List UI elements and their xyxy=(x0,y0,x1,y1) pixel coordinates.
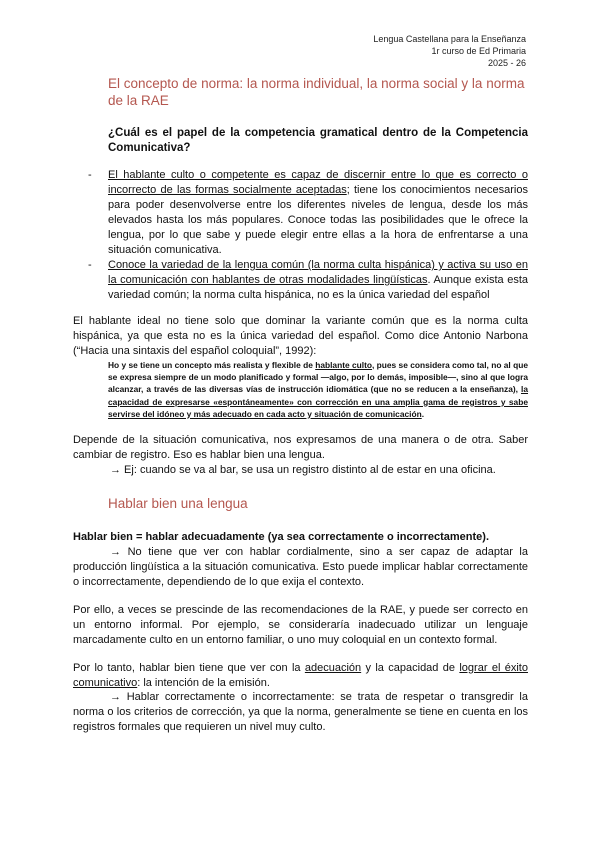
bullet-dash: - xyxy=(88,169,92,181)
list-item xyxy=(88,168,528,258)
example-text: → Ej: cuando se va al bar, se usa un registro distinto al de estar en una oficina. xyxy=(110,464,496,476)
paragraph-text: Por lo tanto, hablar bien tiene que ver con la xyxy=(73,662,305,674)
paragraph-text: : la intención de la emisión. xyxy=(137,677,270,689)
section-question: ¿Cuál es el papel de la competencia gramatical dentro de la Competencia Comunicativa? xyxy=(108,127,528,154)
underlined-text: lograr el éxito comunicativo xyxy=(73,662,528,689)
bullet-text: . Aunque exista esta variedad común; la norma culta hispánica, no es la única variedad del español xyxy=(108,274,528,301)
header-course-name: Lengua Castellana para la Enseñanza xyxy=(373,34,526,44)
paragraph-situacion xyxy=(73,433,528,478)
paragraph-hablante-ideal: El hablante ideal no tiene solo que dominar la variante común que es la norma culta hispánica, ya que esta no es la única variedad del español. Como dice Antonio Narbona (“Hacia una sintaxis del español coloquial”, 1992): xyxy=(73,315,528,357)
header-course-level: 1r curso de Ed Primaria xyxy=(431,46,526,56)
quote-text: , pues se considera como tal, no al que se expresa siempre de un modo planificado y formal —algo, por lo demás, imposible—, sino al que logra alcanzar, a través de las diversas vías de instrucción idiomática (que no se reducen a la enseñanza), xyxy=(108,360,528,395)
lead-statement: Hablar bien = hablar adecuadamente (ya sea correctamente o incorrectamente). xyxy=(73,531,490,543)
paragraph-text: Depende de la situación comunicativa, nos expresamos de una manera o de otra. Saber cambiar de registro. Eso es hablar bien una lengua. xyxy=(73,434,528,461)
list-item xyxy=(88,258,528,303)
bullet-dash: - xyxy=(88,259,92,271)
paragraph-correccion: → Hablar correctamente o incorrectamente: se trata de respetar o transgredir la norma o los criterios de corrección, ya que la norma, generalmente se tiene en cuenta en los registros formales que requieren un nivel muy culto. xyxy=(73,691,528,733)
bullet-text: ; tiene los conocimientos necesarios para poder desenvolverse entre los diferentes niveles de lengua, desde los más elevados hasta los más populares. Conoce todas las posibilidades que le ofrece la lengua, por lo que sabe y puede elegir entre ellas a la hora de enfrentarse a una situación comunicativa. xyxy=(108,184,528,256)
underlined-text: El hablante culto o competente es capaz de discernir entre lo que es correcto o incorrecto de las formas socialmente aceptadas xyxy=(108,169,528,196)
bullet-list xyxy=(88,168,528,303)
paragraph-rae: Por ello, a veces se prescinde de las recomendaciones de la RAE, y puede ser correcto en un entorno informal. Por ejemplo, se consideraría inadecuado utilizar un lenguaje marcadamente culto en un entorno familiar, o uno muy coloquial en un contexto formal. xyxy=(73,604,528,646)
quote-underlined-text: hablante culto xyxy=(315,360,372,370)
underlined-text: Conoce la variedad de la lengua común (la norma culta hispánica) y activa su uso en la comunicación con hablantes de otras modalidades lingüísticas xyxy=(108,259,528,286)
quote-underlined-text: la capacidad de expresarse «espontáneamente» con corrección en una amplia gama de registros y sabe servirse del idóneo y más adecuado en cada acto y situación de comunicación xyxy=(108,384,528,419)
section-title-norma: El concepto de norma: la norma individual, la norma social y la norma de la RAE xyxy=(108,76,525,108)
quote-text: . xyxy=(421,408,425,419)
section-title-hablar-bien: Hablar bien una lengua xyxy=(108,496,248,511)
page-header xyxy=(373,33,526,69)
underlined-text: adecuación xyxy=(304,662,362,674)
paragraph-adaptar: → No tiene que ver con hablar cordialmente, sino a ser capaz de adaptar la producción lingüística a la situación comunicativa. Esto puede implicar hablar correctamente o incorrectamente, dependiendo de lo que exija el contexto. xyxy=(73,546,528,588)
paragraph-adecuacion xyxy=(73,661,528,691)
quote-text: Ho y se tiene un concepto más realista y flexible de xyxy=(108,360,316,370)
header-academic-year: 2025 - 26 xyxy=(487,58,526,68)
paragraph-text: y la capacidad de xyxy=(361,662,460,674)
block-quote xyxy=(108,359,528,420)
